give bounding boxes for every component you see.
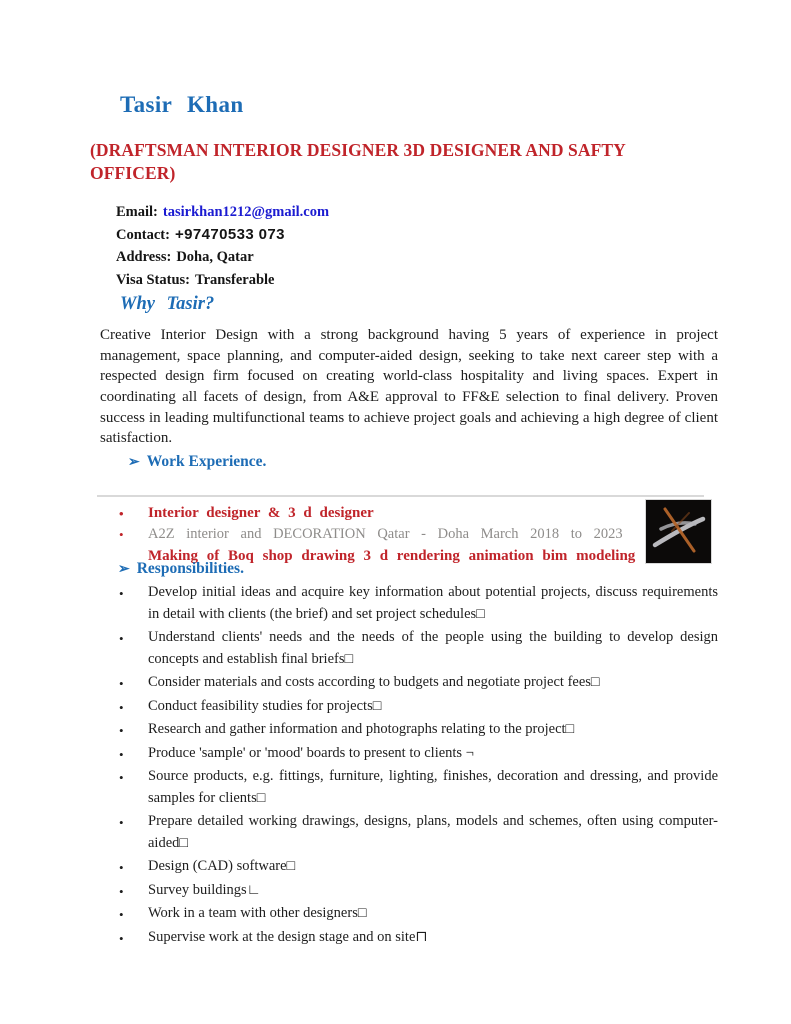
bullet-icon: • — [119, 907, 124, 922]
responsibility-text: Research and gather information and photographs relating to the project□ — [148, 721, 575, 737]
address-label: Address: — [116, 249, 172, 265]
email-value[interactable]: tasirkhan1212@gmail.com — [162, 204, 330, 220]
responsibility-text: Supervise work at the design stage and on site⊓ — [148, 928, 428, 945]
responsibility-item — [100, 880, 718, 902]
responsibility-text: Understand clients' needs and the needs of the people using the building to develop design concepts and establish final briefs□ — [148, 629, 718, 667]
responsibility-item — [100, 696, 718, 718]
email-label: Email: — [116, 204, 158, 220]
bullet-icon: • — [119, 699, 124, 715]
bullet-icon: • — [119, 860, 124, 875]
responsibility-text: Consider materials and costs according to budgets and negotiate project fees□ — [148, 674, 600, 690]
responsibility-item — [100, 811, 718, 854]
responsibilities-list — [100, 582, 718, 950]
responsibilities-heading — [118, 560, 244, 578]
contact-visa-row — [116, 269, 329, 292]
address-value: Doha, Qatar — [176, 249, 254, 265]
contact-address-row — [116, 246, 329, 269]
responsibilities-heading-label: Responsibilities. — [136, 560, 244, 577]
bullet-icon: • — [119, 883, 124, 899]
bullet-icon: • — [119, 506, 124, 521]
contact-email-row — [116, 201, 329, 224]
bullet-icon: • — [119, 676, 124, 691]
responsibility-item — [100, 903, 718, 925]
responsibility-item — [100, 719, 718, 741]
bullet-icon: • — [119, 631, 124, 646]
responsibility-text: Produce 'sample' or 'mood' boards to present to clients ¬ — [148, 744, 474, 761]
a2z-company-logo — [645, 499, 712, 564]
responsibility-text: Design (CAD) software□ — [148, 858, 296, 874]
bullet-icon: • — [119, 586, 124, 601]
responsibility-item — [100, 672, 718, 694]
bullet-icon: • — [119, 746, 124, 762]
responsibility-item — [100, 582, 718, 625]
summary-paragraph: Creative Interior Design with a strong background having 5 years of experience in project management, space planning, and computer-aided design, seeking to take next career step with a respected design firm focused on creating world-class hospitality and living spaces. Expert in coordinating all facets of design, from A&E approval to FF&E selection to final delivery. Proven success in leading multifunctional teams to achieve project goals and achieving a high degree of client satisfaction. — [100, 327, 718, 447]
contact-phone-row — [116, 224, 329, 247]
candidate-name: Tasir Khan — [120, 92, 244, 117]
responsibility-text: Prepare detailed working drawings, designs, plans, models and schemes, often using computer-aided□ — [148, 813, 718, 851]
responsibility-text: Source products, e.g. fittings, furniture, lighting, finishes, decoration and dressing, and provide samples for clients□ — [148, 768, 718, 806]
responsibility-item — [100, 743, 718, 765]
job-title: Interior designer & 3 d designer — [148, 505, 374, 521]
phone-value: +97470533 073 — [174, 225, 285, 243]
summary-heading: Why Tasir? — [120, 294, 215, 314]
bullet-icon: • — [119, 770, 124, 785]
job-title-row — [100, 503, 655, 524]
responsibility-text: Work in a team with other designers□ — [148, 905, 367, 921]
responsibility-item — [100, 627, 718, 670]
job-entry — [100, 503, 655, 567]
responsibility-text: Survey buildings∟ — [148, 881, 261, 898]
work-experience-heading — [128, 453, 266, 471]
visa-status-label: Visa Status: — [116, 271, 190, 288]
arrow-bullet-icon: ➢ — [118, 562, 130, 577]
a2z-logo-graphic — [646, 500, 711, 563]
job-company-dates: A2Z interior and DECORATION Qatar - Doha March 2018 to 2023 — [148, 526, 623, 542]
contact-block — [116, 201, 329, 291]
job-highlight-line: Making of Boq shop drawing 3 d rendering animation bim modeling — [148, 548, 636, 564]
responsibility-item — [100, 927, 718, 949]
bullet-icon: • — [119, 930, 124, 946]
responsibility-text: Develop initial ideas and acquire key information about potential projects, discuss requirements in detail with clients (the brief) and set project schedules□ — [148, 584, 718, 622]
section-divider — [97, 495, 704, 497]
bullet-icon: • — [119, 815, 124, 830]
responsibility-text: Conduct feasibility studies for projects□ — [148, 697, 382, 714]
phone-label: Contact: — [116, 226, 170, 243]
bullet-icon: • — [119, 723, 124, 738]
bullet-icon: • — [119, 527, 124, 542]
arrow-bullet-icon: ➢ — [128, 455, 140, 470]
responsibility-item — [100, 766, 718, 809]
responsibility-item — [100, 856, 718, 878]
visa-status-value: Transferable — [195, 271, 275, 288]
role-title: (DRAFTSMAN INTERIOR DESIGNER 3D DESIGNER AND SAFTY OFFICER) — [90, 140, 626, 184]
job-company-row — [100, 524, 655, 545]
work-experience-heading-label: Work Experience. — [146, 453, 267, 470]
